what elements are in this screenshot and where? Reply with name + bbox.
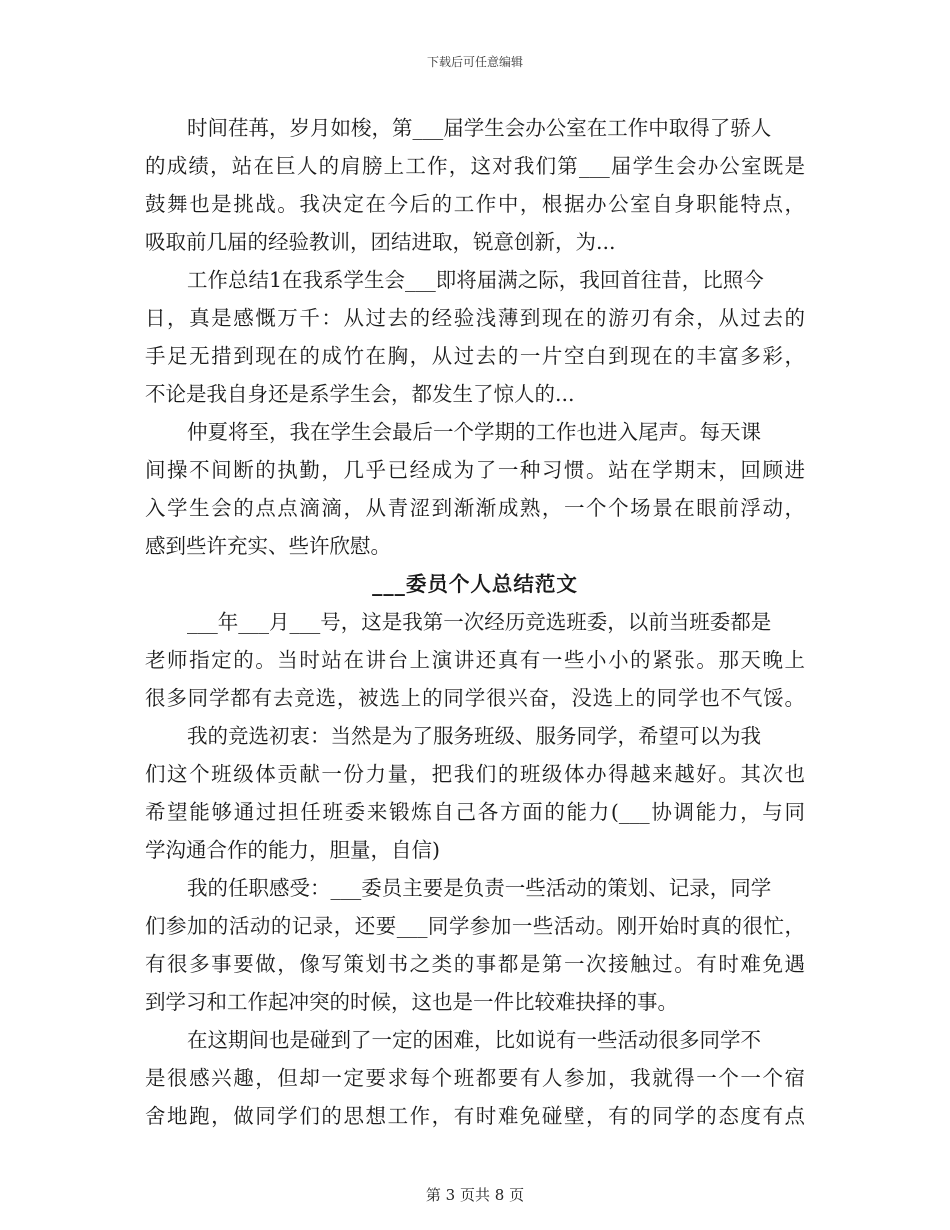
- paragraph-line: 很多同学都有去竞选，被选上的同学很兴奋，没选上的同学也不气馁。: [145, 686, 805, 710]
- paragraph-line: 们这个班级体贡献一份力量，把我们的班级体办得越来越好。其次也: [145, 762, 805, 786]
- paragraph-line: 舍地跑，做同学们的思想工作，有时难免碰壁，有的同学的态度有点: [145, 1104, 805, 1128]
- paragraph-line: 希望能够通过担任班委来锻炼自己各方面的能力(___协调能力，与同: [145, 800, 805, 824]
- paragraph-line: 手足无措到现在的成竹在胸，从过去的一片空白到现在的丰富多彩，: [145, 344, 805, 368]
- paragraph-line: 日，真是感慨万千：从过去的经验浅薄到现在的游刃有余，从过去的: [145, 306, 805, 330]
- paragraph-line: 间操不间断的执勤，几乎已经成为了一种习惯。站在学期末，回顾进: [145, 458, 805, 482]
- paragraph-line: 有很多事要做，像写策划书之类的事都是第一次接触过。有时难免遇: [145, 952, 805, 976]
- paragraph-line: 老师指定的。当时站在讲台上演讲还真有一些小小的紧张。那天晚上: [145, 648, 805, 672]
- page-footer: 第 3 页共 8 页: [425, 1186, 525, 1204]
- paragraph-line: 是很感兴趣，但却一定要求每个班都要有人参加，我就得一个一个宿: [145, 1066, 805, 1090]
- paragraph-line: 们参加的活动的记录，还要___同学参加一些活动。刚开始时真的很忙，: [145, 914, 805, 938]
- paragraph-line: 到学习和工作起冲突的时候，这也是一件比较难抉择的事。: [145, 990, 678, 1014]
- paragraph-line: 学沟通合作的能力，胆量，自信): [145, 838, 440, 862]
- paragraph-line: 吸取前几届的经验教训，团结进取，锐意创新，为...: [145, 230, 616, 254]
- paragraph-line: 仲夏将至，我在学生会最后一个学期的工作也进入尾声。每天课: [187, 420, 761, 444]
- paragraph-line: 感到些许充实、些许欣慰。: [145, 534, 391, 558]
- paragraph-line: 我的竞选初衷：当然是为了服务班级、服务同学，希望可以为我: [187, 724, 761, 748]
- paragraph-line: 在这期间也是碰到了一定的困难，比如说有一些活动很多同学不: [187, 1028, 761, 1052]
- document-body: [145, 109, 805, 1135]
- paragraph-line: 工作总结1在我系学生会___即将届满之际，我回首往昔，比照今: [187, 268, 764, 292]
- paragraph-line: 的成绩，站在巨人的肩膀上工作，这对我们第___届学生会办公室既是: [145, 154, 805, 178]
- paragraph-line: 不论是我自身还是系学生会，都发生了惊人的...: [145, 382, 575, 406]
- paragraph-line: 时间荏苒，岁月如梭，第___届学生会办公室在工作中取得了骄人: [187, 116, 772, 140]
- paragraph-line: 鼓舞也是挑战。我决定在今后的工作中，根据办公室自身职能特点，: [145, 192, 805, 216]
- page-header: 下载后可任意编辑: [426, 55, 523, 69]
- paragraph-line: 入学生会的点点滴滴，从青涩到渐渐成熟，一个个场景在眼前浮动，: [145, 496, 805, 520]
- section-title: ___委员个人总结范文: [372, 572, 578, 596]
- paragraph-line: 我的任职感受：___委员主要是负责一些活动的策划、记录，同学: [187, 876, 772, 900]
- paragraph-line: ___年___月___号，这是我第一次经历竞选班委，以前当班委都是: [187, 610, 772, 634]
